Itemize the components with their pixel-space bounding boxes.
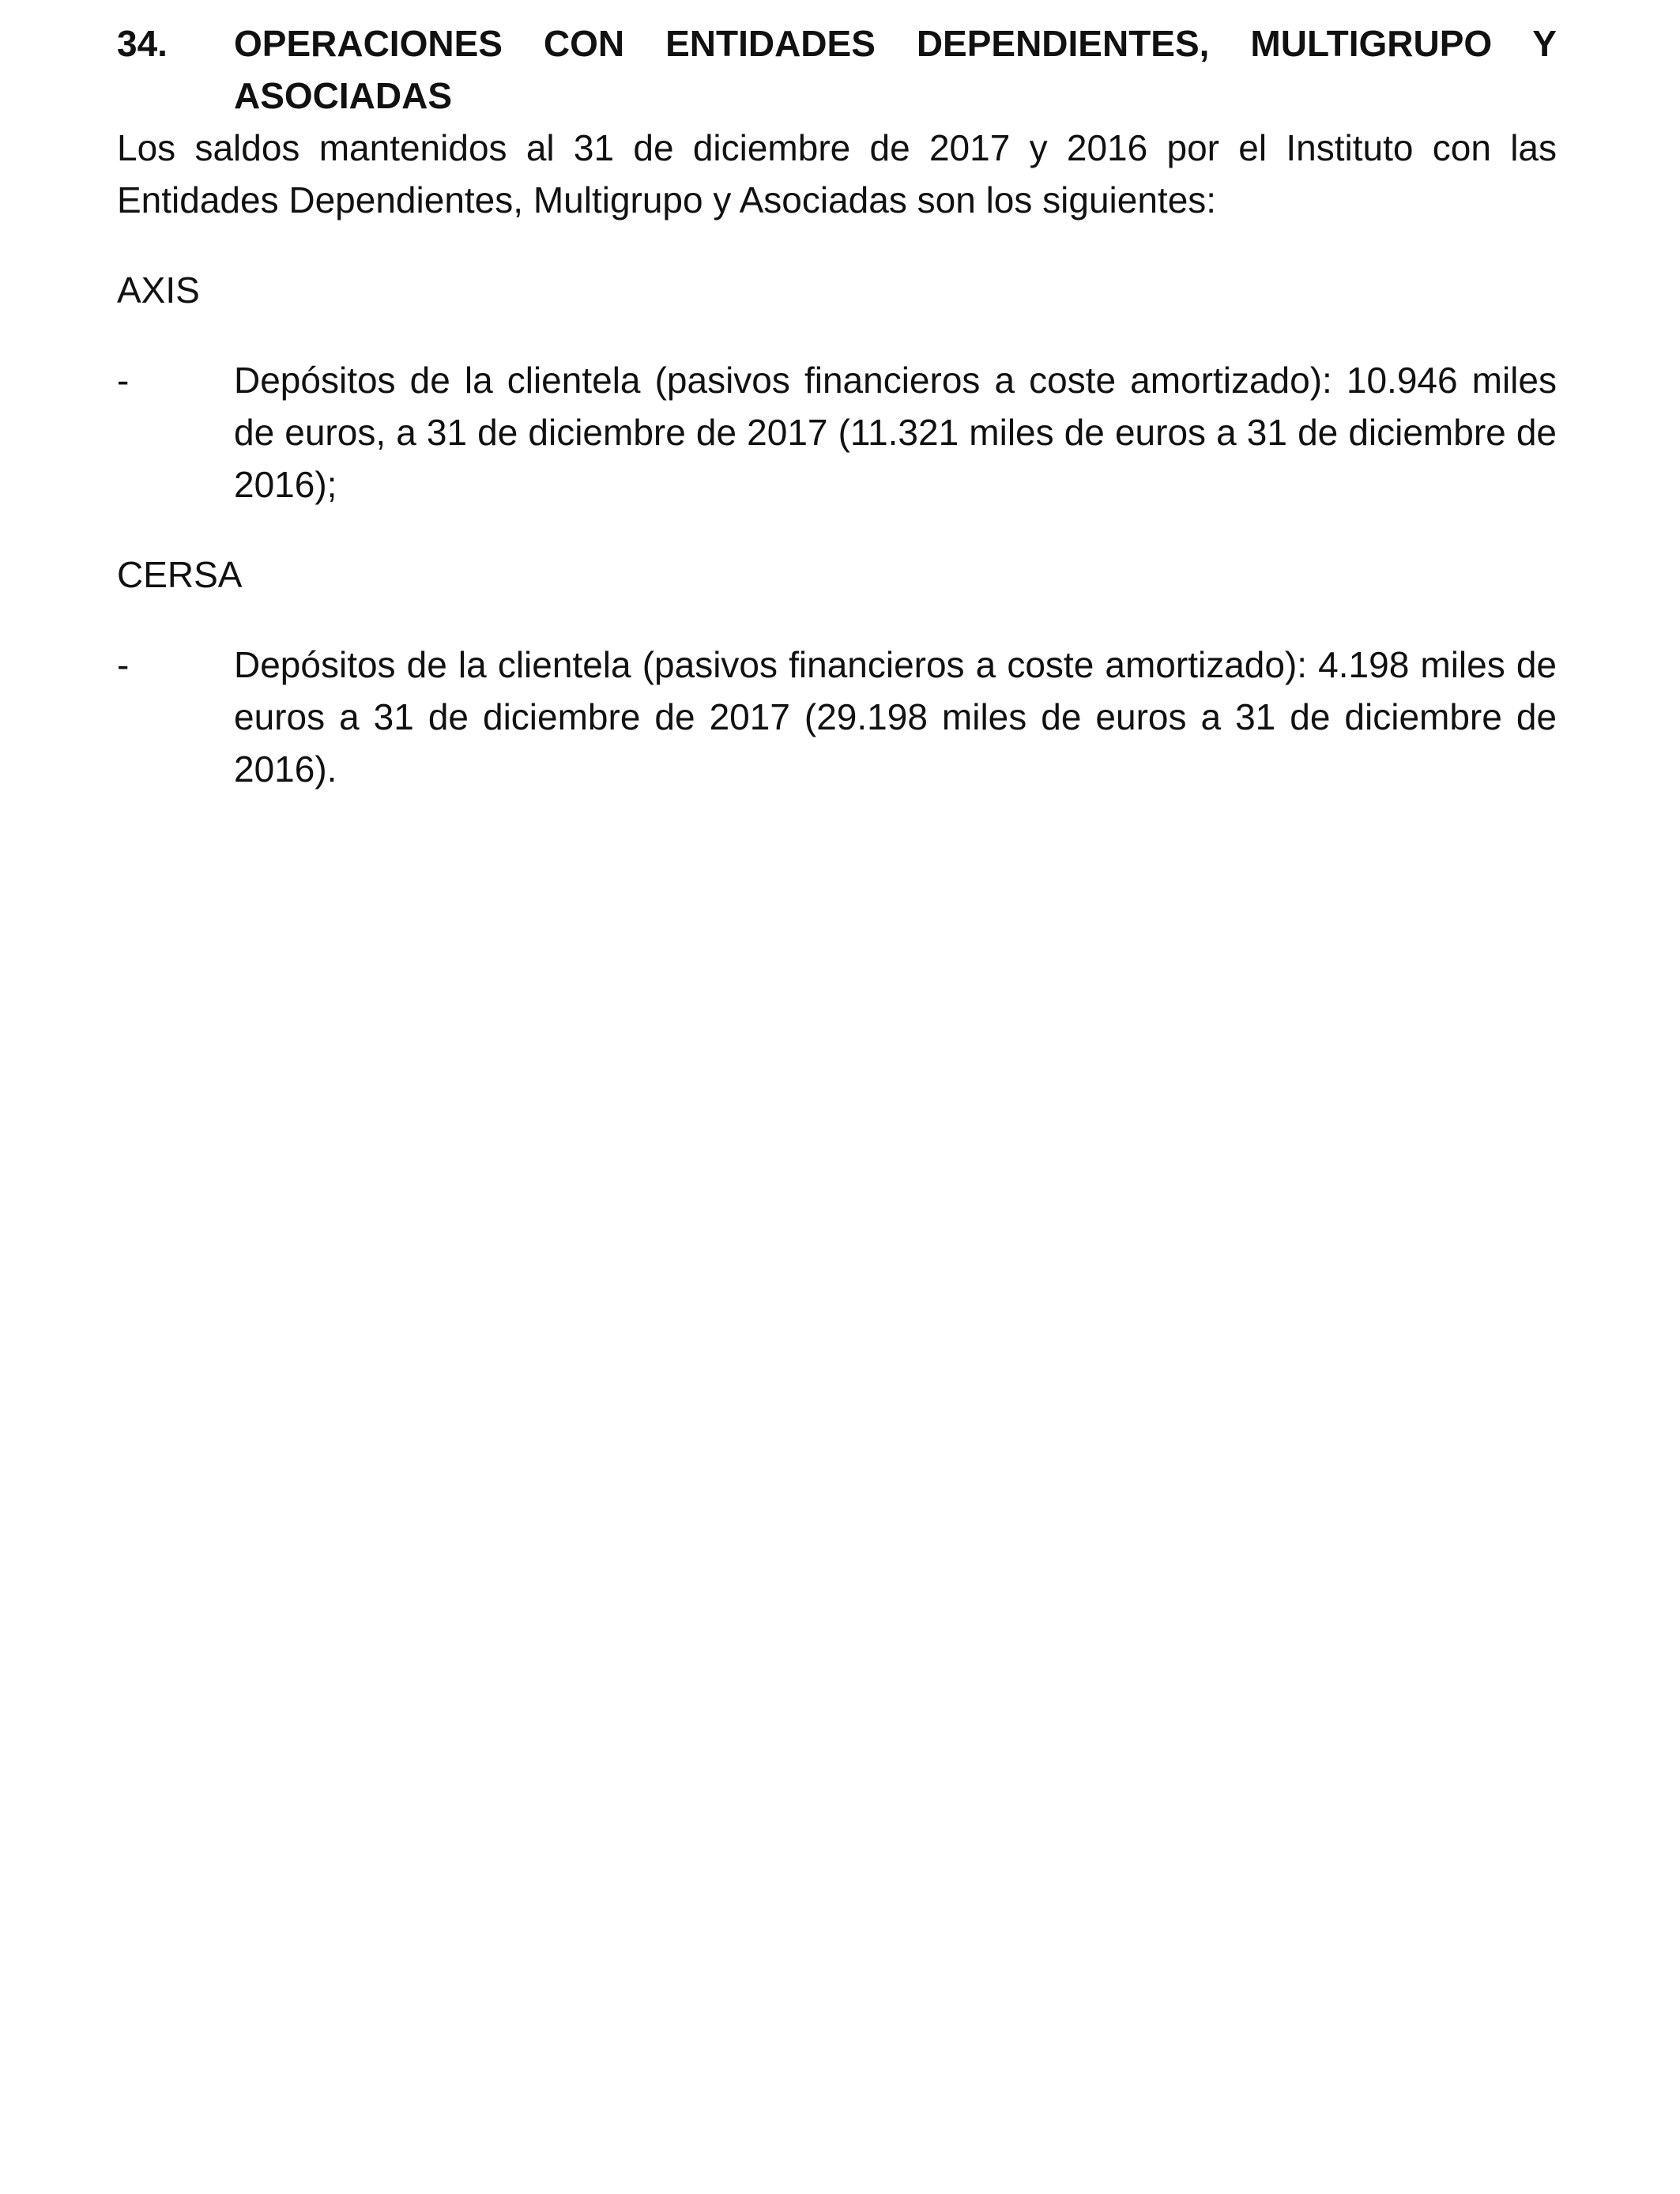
section-number: 34. — [117, 23, 168, 64]
intro-paragraph: Los saldos mantenidos al 31 de diciembre de 2017 y 2016 por el Instituto con las Entidades Dependientes, Multigrupo y Asociadas son los siguientes: — [117, 127, 1557, 221]
section-heading — [117, 17, 1557, 122]
bullet-item-axis — [117, 354, 1557, 511]
entity-heading-axis: AXIS — [117, 270, 200, 311]
entity-heading-cersa: CERSA — [117, 554, 243, 595]
section-title: OPERACIONES CON ENTIDADES DEPENDIENTES, MULTIGRUPO Y ASOCIADAS — [234, 23, 1557, 116]
bullet-marker: - — [117, 360, 130, 401]
bullet-text-cersa: Depósitos de la clientela (pasivos financieros a coste amortizado): 4.198 miles de euros a 31 de diciembre de 2017 (29.198 miles de euros a 31 de diciembre de 2016). — [234, 644, 1557, 790]
bullet-item-cersa — [117, 639, 1557, 795]
bullet-text-axis: Depósitos de la clientela (pasivos financieros a coste amortizado): 10.946 miles de euros, a 31 de diciembre de 2017 (11.321 miles de euros a 31 de diciembre de 2016); — [234, 360, 1557, 505]
bullet-marker: - — [117, 644, 130, 685]
document-page — [117, 17, 1557, 795]
